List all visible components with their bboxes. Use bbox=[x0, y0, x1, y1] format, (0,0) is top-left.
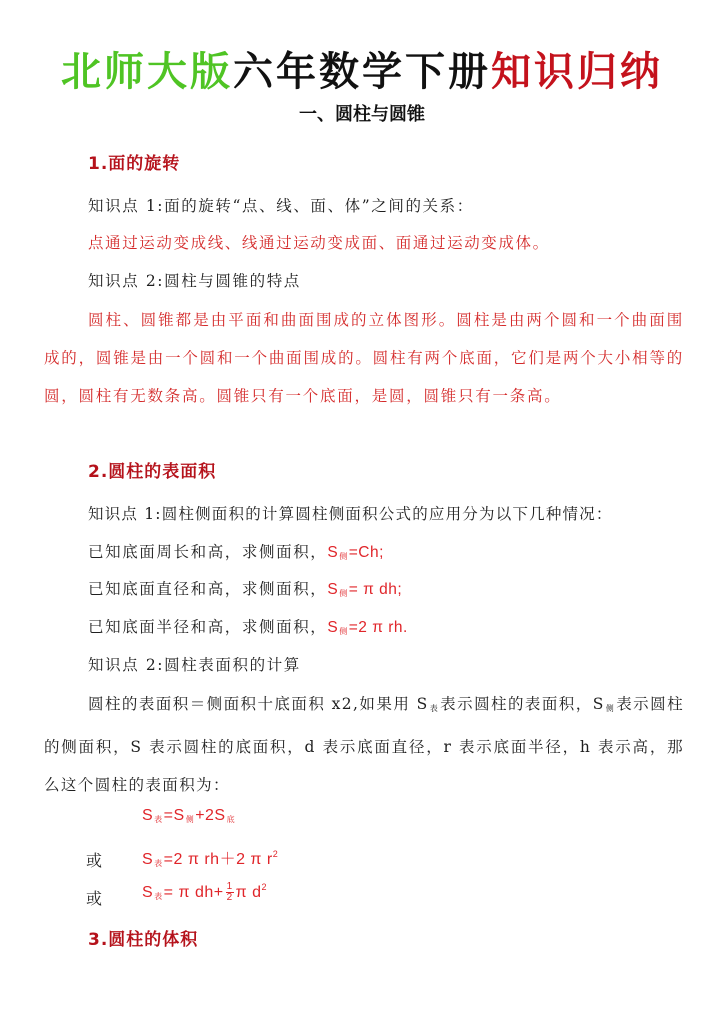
case-line bbox=[88, 616, 408, 643]
formula-subscript: 表 bbox=[154, 892, 163, 901]
formula-rhs: +2S bbox=[195, 807, 226, 824]
knowledge-point-label: 知识点 1:圆柱侧面积的计算圆柱侧面积公式的应用分为以下几种情况： bbox=[88, 505, 613, 523]
formula-rhs: π d bbox=[235, 884, 262, 901]
case-text: 已知底面直径和高，求侧面积， bbox=[88, 580, 328, 598]
formula-subscript: 表 bbox=[154, 815, 163, 824]
formula-superscript: 2 bbox=[261, 882, 268, 892]
formula-rhs: =2 π rh. bbox=[348, 619, 408, 636]
chapter-title: 一、圆柱与圆锥 bbox=[299, 104, 425, 125]
surface-area-formula-2 bbox=[142, 846, 278, 869]
formula-subscript: 侧 bbox=[339, 627, 348, 636]
formula-symbol: S bbox=[327, 544, 339, 561]
knowledge-point-text: 点通过运动变成线、线通过运动变成面、面通过运动变成体。 bbox=[88, 234, 550, 252]
formula-subscript: 表 bbox=[154, 859, 163, 868]
formula-superscript: 2 bbox=[272, 849, 279, 859]
title-green-part: 北师大版 bbox=[61, 49, 233, 95]
formula-symbol: S bbox=[142, 884, 154, 901]
or-label: 或 bbox=[86, 851, 103, 870]
fraction-denominator: 2 bbox=[226, 892, 233, 904]
case-text: 已知底面周长和高，求侧面积， bbox=[88, 543, 328, 561]
formula-rhs: =2 π rh＋2 π r bbox=[163, 851, 273, 868]
formula-symbol: S bbox=[327, 581, 339, 598]
subscript: 表 bbox=[429, 704, 440, 713]
or-label: 或 bbox=[86, 889, 103, 908]
formula-rhs: = π dh+ bbox=[163, 884, 224, 901]
title-black-part: 六年数学下册 bbox=[233, 49, 491, 95]
knowledge-point-label: 知识点 1:面的旋转“点、线、面、体”之间的关系： bbox=[88, 197, 474, 215]
surface-area-formula-1 bbox=[142, 807, 236, 825]
subscript: 侧 bbox=[605, 704, 616, 713]
case-line bbox=[88, 578, 402, 605]
formula bbox=[327, 581, 402, 598]
section-heading-1: 1.面的旋转 bbox=[88, 154, 181, 174]
knowledge-point-paragraph: 圆柱、圆锥都是由平面和曲面围成的立体图形。圆柱是由两个圆和一个曲面围成的，圆锥是由一个圆和一个曲面围成的。圆柱有两个底面，它们是两个大小相等的圆，圆柱有无数条高。圆锥只有一个底面，是圆，圆锥只有一条高。 bbox=[44, 311, 684, 405]
formula-rhs: = π dh; bbox=[348, 581, 403, 598]
paragraph-text: 圆柱的表面积＝侧面积十底面积 x2,如果用 S bbox=[88, 695, 429, 713]
section-heading-3: 3.圆柱的体积 bbox=[88, 930, 199, 950]
formula-subscript: 侧 bbox=[339, 589, 348, 598]
formula-symbol: S bbox=[142, 807, 154, 824]
case-text: 已知底面半径和高，求侧面积， bbox=[88, 618, 328, 636]
formula-symbol: S bbox=[142, 851, 154, 868]
paragraph-text: 表示圆柱的侧面积，S 表示圆柱的底面积，d 表示底面直径，r 表示底面半径，h 表示高，那么这个圆柱的表面积为： bbox=[44, 695, 684, 794]
formula bbox=[327, 544, 384, 561]
formula-rhs: =S bbox=[163, 807, 185, 824]
fraction-numerator: 1 bbox=[226, 881, 233, 893]
formula-subscript: 底 bbox=[226, 815, 236, 824]
fraction bbox=[226, 882, 234, 903]
case-line bbox=[88, 541, 384, 568]
section-heading-2: 2.圆柱的表面积 bbox=[88, 462, 217, 482]
formula-rhs: =Ch; bbox=[348, 544, 384, 561]
document-title bbox=[0, 46, 724, 98]
formula bbox=[327, 619, 407, 636]
title-red-part: 知识归纳 bbox=[491, 49, 663, 95]
formula-subscript: 侧 bbox=[339, 552, 348, 561]
knowledge-point-label: 知识点 2:圆柱与圆锥的特点 bbox=[88, 272, 301, 290]
formula-subscript: 侧 bbox=[185, 815, 195, 824]
surface-area-formula-3 bbox=[142, 882, 267, 903]
formula-symbol: S bbox=[327, 619, 339, 636]
paragraph-text: 表示圆柱的表面积，S bbox=[440, 695, 605, 713]
knowledge-point-label: 知识点 2:圆柱表面积的计算 bbox=[88, 656, 301, 674]
surface-area-paragraph bbox=[44, 685, 684, 804]
